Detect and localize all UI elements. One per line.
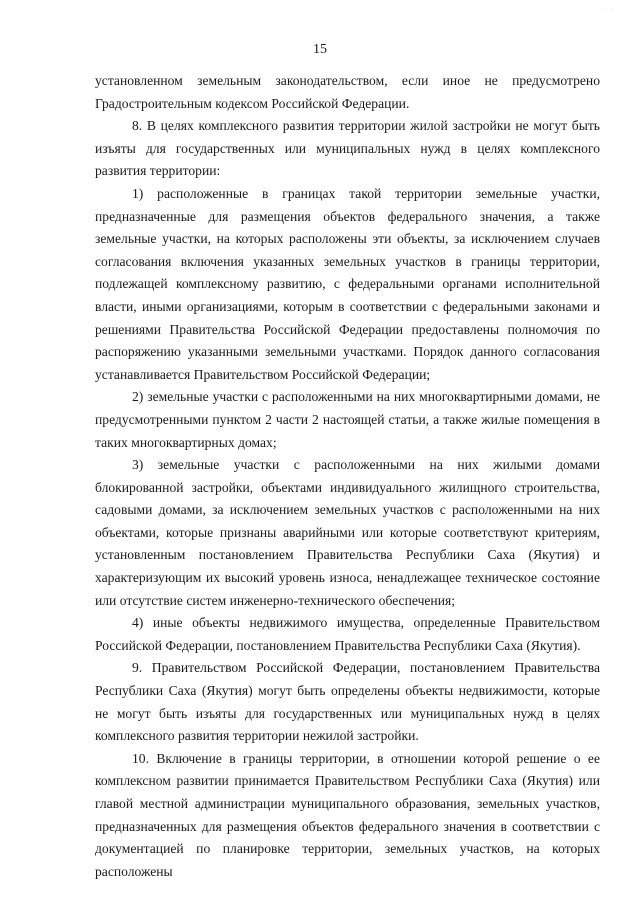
paragraph-item-3: 3) земельные участки с расположенными на них жилыми домами блокированной застройки, объектами индивидуального жилищного строительства, садовыми домами, за исключением земельных участков с расположенными на них объектами, которые признаны аварийными или которые соответствуют критериям, установленным постановлением Правительства Республики Саха (Якутия) и характеризующим их высокий уровень износа, ненадлежащее техническое состояние или отсутствие систем инженерно-технического обеспечения; <box>95 457 600 608</box>
paragraph-clause-9: 9. Правительством Российской Федерации, постановлением Правительства Республики Саха (Якутия) могут быть определены объекты недвижимости, которые не могут быть изъяты для государственных или муниципальных нужд в целях комплексного развития территории нежилой застройки. <box>95 660 600 744</box>
paragraph-item-2: 2) земельные участки с расположенными на них многоквартирными домами, не предусмотренными пунктом 2 части 2 настоящей статьи, а также жилые помещения в таких многоквартирных домах; <box>95 389 600 450</box>
paragraph-continuation: установленном земельным законодательством, если иное не предусмотрено Градостроительным кодексом Российской Федерации. <box>95 73 600 111</box>
corner-mark: . . <box>602 6 616 12</box>
paragraph-clause-8: 8. В целях комплексного развития территории жилой застройки не могут быть изъяты для государственных или муниципальных нужд в целях комплексного развития территории: <box>95 118 600 179</box>
paragraph-item-1: 1) расположенные в границах такой территории земельные участки, предназначенные для размещения объектов федерального значения, а также земельные участки, на которых расположены эти объекты, за исключением случаев согласования включения указанных земельных участков в границы территории, подлежащей комплексному развитию, с федеральными органами исполнительной власти, иными организациями, которым в соответствии с федеральными законами и решениями Правительства Российской Федерации предоставлены полномочия по распоряжению указанными земельными участками. Порядок данного согласования устанавливается Правительством Российской Федерации; <box>95 185 600 382</box>
document-body <box>95 70 600 883</box>
page-number: 15 <box>313 42 327 57</box>
paragraph-item-4: 4) иные объекты недвижимого имущества, определенные Правительством Российской Федерации, постановлением Правительства Республики Саха (Якутия). <box>95 615 600 653</box>
paragraph-clause-10: 10. Включение в границы территории, в отношении которой решение о ее комплексном развитии принимается Правительством Республики Саха (Якутия) или главой местной администрации муниципального образования, земельных участков, предназначенных для размещения объектов федерального значения в соответствии с документацией по планировке территории, земельных участков, на которых расположены <box>95 750 600 879</box>
